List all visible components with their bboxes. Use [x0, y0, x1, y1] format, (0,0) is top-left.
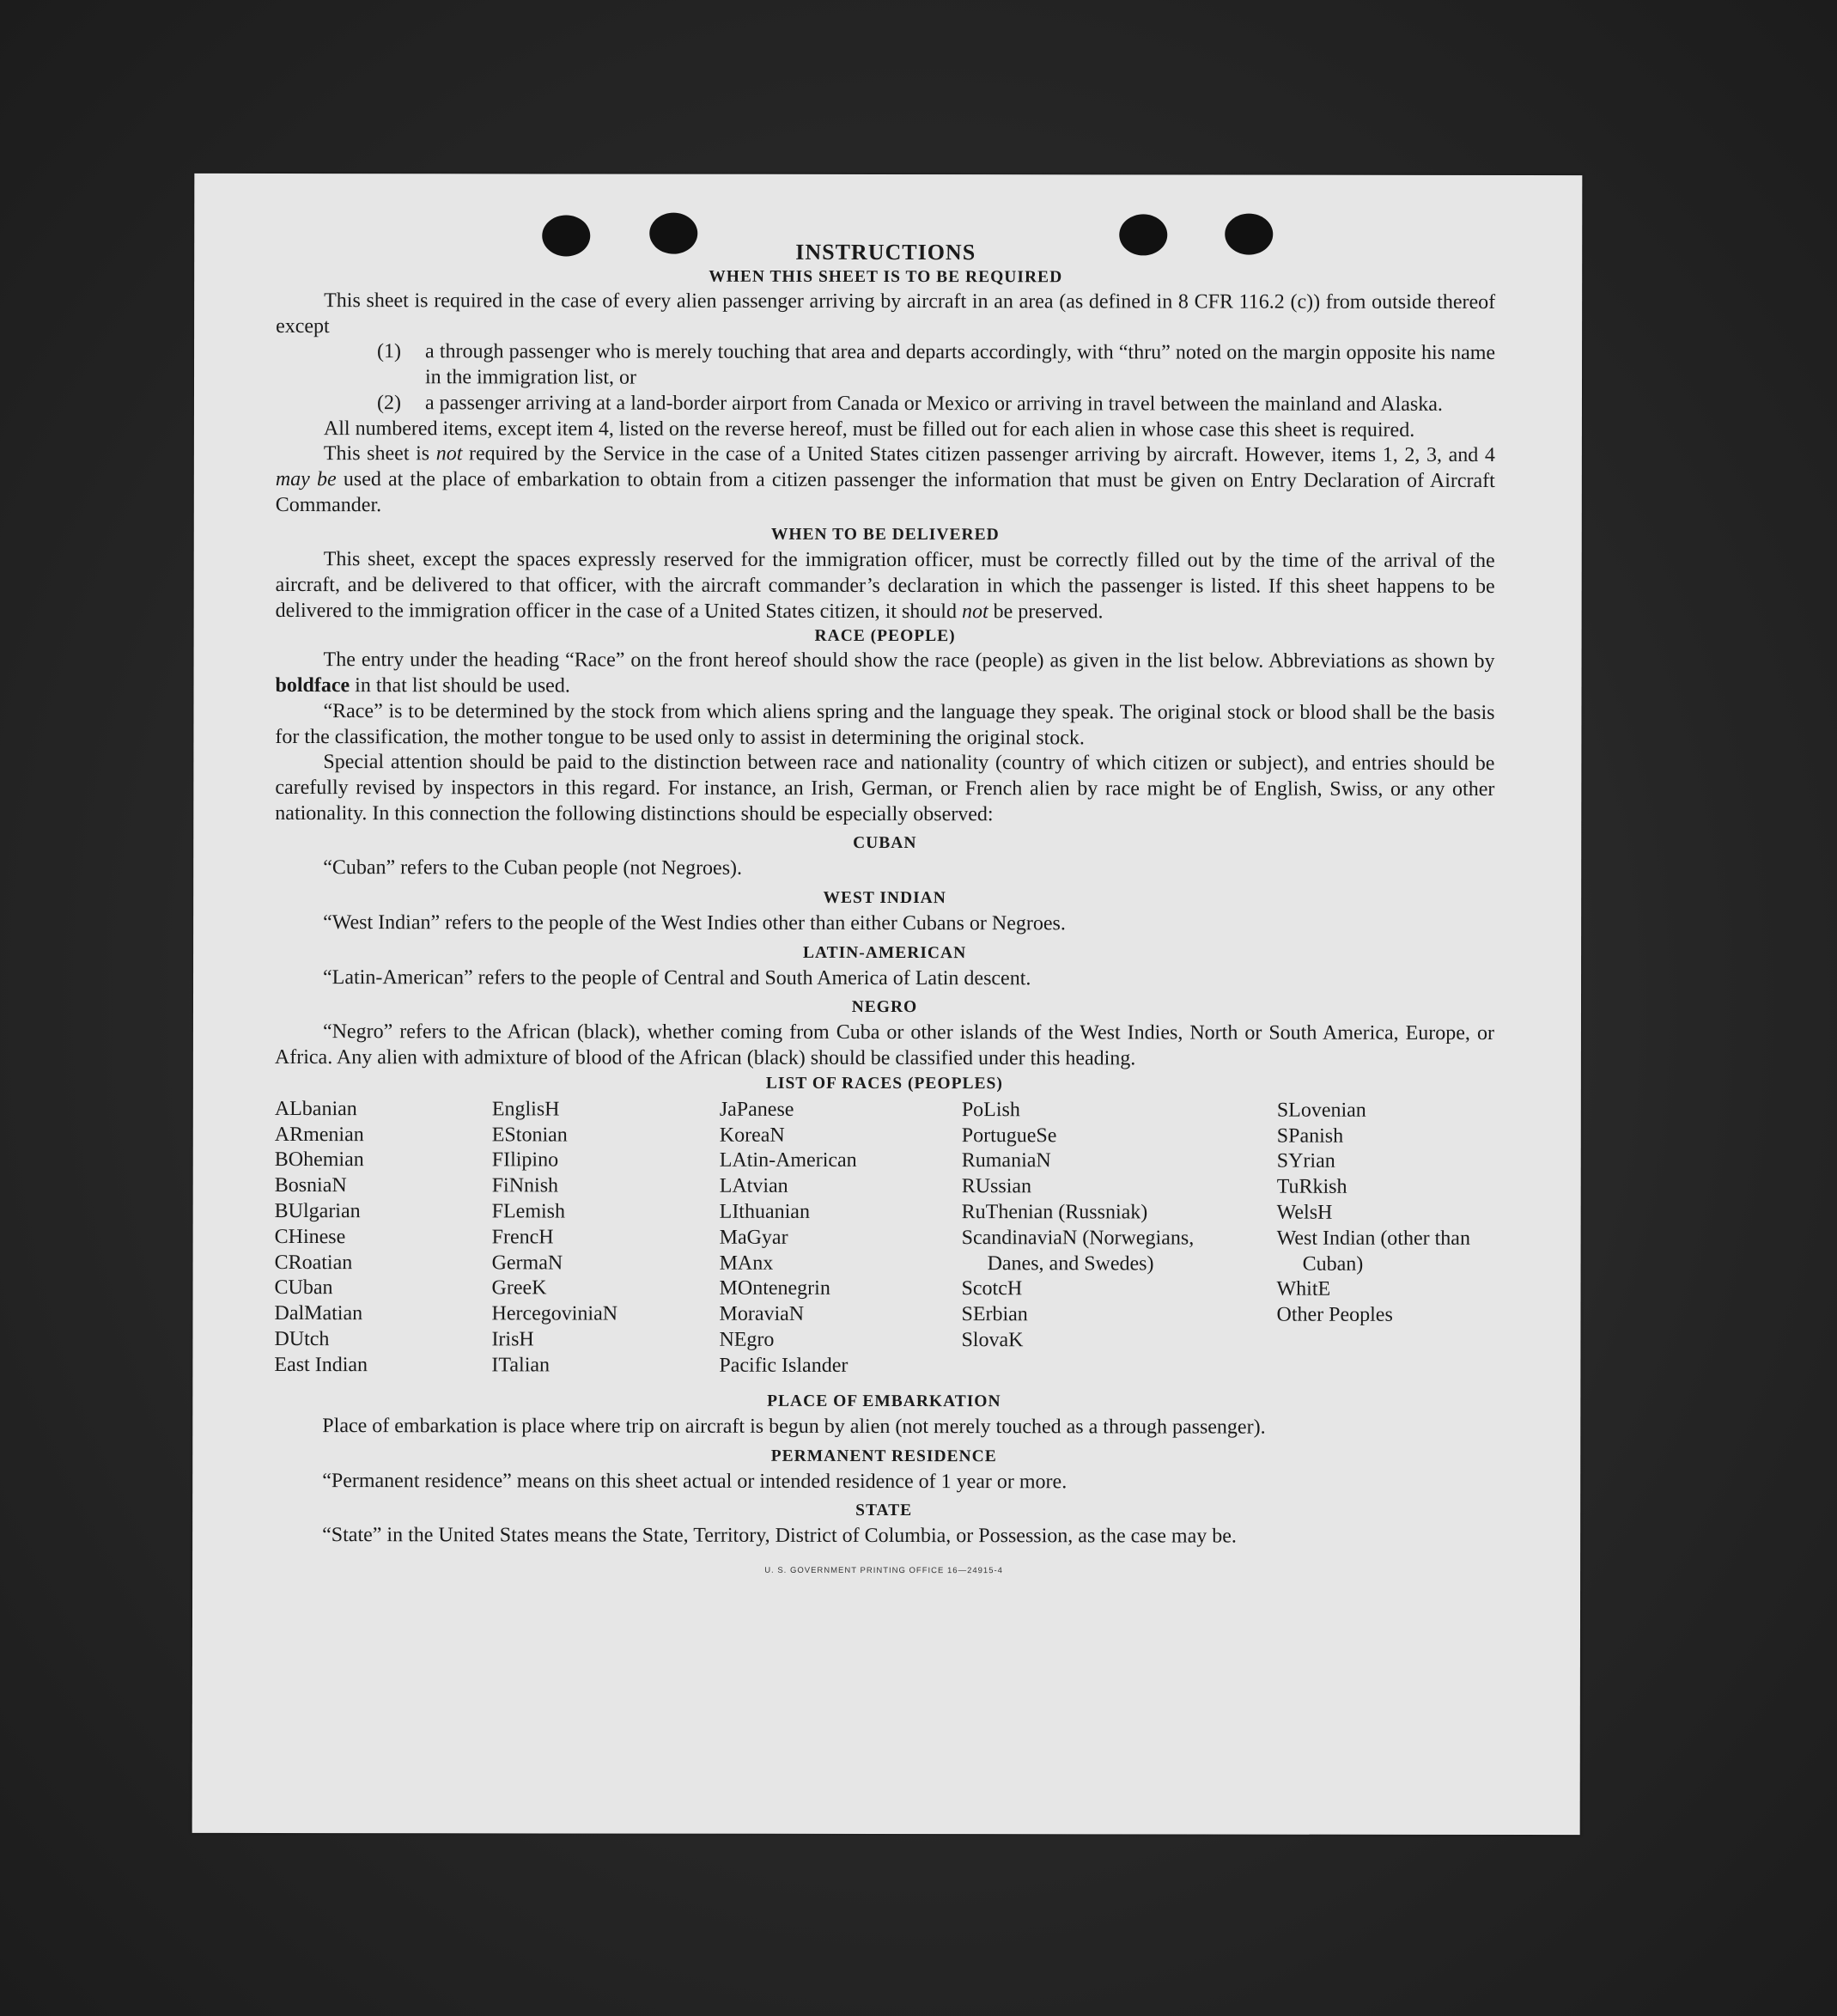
paragraph: “West Indian” refers to the people of the West Indies other than either Cubans or Negroes.	[323, 911, 1066, 935]
list-item: FrencH	[491, 1226, 554, 1249]
paragraph: Place of embarkation is place where trip on aircraft is begun by alien (not merely touched as a through passenger).	[322, 1414, 1266, 1439]
paragraph: This sheet, except the spaces expressly reserved for the immigration officer, must be correctly filled out by the time of the arrival of the aircraft, and be delivered to that officer, with the aircraft commander’s declaration in which the passenger is listed. If this sheet happens to be delivered to the immigration officer in the case of a United States citizen, it should not be preserved.	[275, 548, 1495, 624]
heading-list-of-races: LIST OF RACES (PEOPLES)	[765, 1074, 1003, 1093]
list-item: WelsH	[1276, 1201, 1333, 1224]
list-item: EStonian	[491, 1124, 568, 1147]
list-item: HercegoviniaN	[491, 1302, 618, 1325]
heading-negro: NEGRO	[851, 998, 918, 1017]
list-item: DUtch	[274, 1328, 330, 1351]
paragraph: The entry under the heading “Race” on the front hereof should show the race (people) as given in the list below. Abbreviations as shown by boldface in that list should be used.	[275, 649, 1495, 697]
list-item: MOntenegrin	[719, 1277, 830, 1300]
heading-state: STATE	[855, 1501, 913, 1520]
list-item: RumaniaN	[961, 1149, 1051, 1172]
list-item: GreeK	[491, 1276, 547, 1300]
paragraph: “Permanent residence” means on this sheet actual or intended residence of 1 year or more.	[322, 1469, 1068, 1493]
list-item: FLemish	[491, 1200, 566, 1223]
list-item: NEgro	[719, 1328, 775, 1351]
heading-permanent-residence: PERMANENT RESIDENCE	[770, 1447, 997, 1465]
list-item: GermaN	[491, 1252, 563, 1275]
list-item: BosniaN	[274, 1174, 347, 1197]
list-item: TuRkish	[1276, 1175, 1347, 1199]
list-item: Other Peoples	[1276, 1303, 1393, 1327]
list-item: LAtvian	[719, 1174, 788, 1198]
list-item: LAtin-American	[719, 1149, 857, 1172]
list-item: WhitE	[1276, 1278, 1331, 1301]
list-item: FIlipino	[491, 1148, 559, 1172]
list-item: MAnx	[719, 1252, 774, 1275]
heading-cuban: CUBAN	[853, 834, 917, 853]
heading-latin-american: LATIN-AMERICAN	[802, 943, 967, 962]
list-item: KoreaN	[719, 1124, 785, 1147]
instruction-sheet	[192, 174, 1583, 1835]
heading-when-required: WHEN THIS SHEET IS TO BE REQUIRED	[709, 267, 1063, 287]
races-column-2	[491, 1097, 706, 1379]
list-item: ARmenian	[274, 1123, 364, 1146]
list-item: CRoatian	[274, 1251, 353, 1274]
paragraph: “Race” is to be determined by the stock from which aliens spring and the language they speak. The original stock or blood shall be the basis for the classification, the mother tongue to be used only to assist in determining the original stock.	[275, 699, 1495, 749]
list-item: RUssian	[961, 1175, 1032, 1198]
paragraph: “Cuban” refers to the Cuban people (not Negroes).	[323, 856, 743, 880]
list-item: Pacific Islander	[719, 1354, 849, 1377]
paragraph: “Latin-American” refers to the people of Central and South America of Latin descent.	[323, 965, 1031, 990]
list-item: JaPanese	[719, 1098, 794, 1121]
page-title: INSTRUCTIONS	[795, 239, 976, 265]
list-item: (1) a through passenger who is merely touching that area and departs accordingly, with “thru” noted on the margin opposite his name in the immigration list, or	[377, 340, 1496, 389]
list-item: FiNnish	[491, 1174, 559, 1197]
list-item: PoLish	[961, 1098, 1020, 1122]
list-item: BUlgarian	[274, 1200, 361, 1223]
sheet-content	[274, 239, 1495, 1585]
list-item: MoraviaN	[719, 1302, 805, 1326]
paragraph: All numbered items, except item 4, listed on the reverse hereof, must be filled out for each alien in whose case this sheet is required.	[323, 417, 1415, 442]
list-item: LIthuanian	[719, 1200, 810, 1223]
list-item: CHinese	[274, 1225, 346, 1248]
heading-race: RACE (PEOPLE)	[814, 627, 956, 646]
list-item: ALbanian	[274, 1097, 357, 1121]
paragraph: This sheet is not required by the Service in the case of a United States citizen passenger arriving by aircraft. However, items 1, 2, 3, and 4 may be used at the place of embarkation to obtain from a citizen passenger the information that must be given on Entry Declaration of Aircraft Commander.	[275, 442, 1495, 516]
paragraph: This sheet is required in the case of every alien passenger arriving by aircraft in an area (as defined in 8 CFR 116.2 (c)) from outside thereof except	[276, 289, 1496, 338]
races-list	[274, 1097, 1493, 1386]
list-item: ITalian	[491, 1354, 550, 1377]
heading-place-of-embarkation: PLACE OF EMBARKATION	[767, 1392, 1001, 1411]
list-item: (2) a passenger arriving at a land-border airport from Canada or Mexico or arriving in travel between the mainland and Alaska.	[376, 391, 1443, 416]
list-item: SLovenian	[1276, 1099, 1366, 1122]
list-item: RuThenian (Russniak)	[961, 1201, 1148, 1224]
list-item: SlovaK	[961, 1329, 1024, 1352]
list-item: IrisH	[491, 1328, 534, 1351]
list-item: DalMatian	[274, 1302, 363, 1325]
list-item: West Indian (other than Cuban)	[1276, 1227, 1470, 1276]
races-column-4	[961, 1098, 1219, 1354]
list-item: East Indian	[274, 1353, 368, 1376]
printer-imprint: U. S. GOVERNMENT PRINTING OFFICE 16—24915-4	[764, 1565, 1003, 1576]
list-item: SErbian	[961, 1303, 1028, 1326]
list-item: ScotcH	[961, 1277, 1023, 1300]
heading-west-indian: WEST INDIAN	[823, 888, 946, 908]
paragraph: “Negro” refers to the African (black), whether coming from Cuba or other islands of the West Indies, North or South America, Europe, or Africa. Any alien with admixture of blood of the African (black) should be classified under this heading.	[274, 1020, 1494, 1070]
heading-when-delivered: WHEN TO BE DELIVERED	[770, 526, 1000, 545]
list-item: EnglisH	[491, 1098, 560, 1121]
list-item: MaGyar	[719, 1226, 788, 1249]
paragraph: “State” in the United States means the State, Territory, District of Columbia, or Possession, as the case may be.	[322, 1524, 1237, 1548]
list-item: SPanish	[1276, 1124, 1344, 1148]
list-item: SYrian	[1276, 1150, 1335, 1173]
races-column-1	[274, 1097, 480, 1379]
paragraph: Special attention should be paid to the distinction between race and nationality (country of which citizen or subject), and entries should be carefully revised by inspectors in this regard. For instance, an Irish, German, or French alien by race might be of English, Swiss, or any other nationality. In this connection the following distinctions should be especially observed:	[275, 751, 1495, 825]
list-item: CUban	[274, 1276, 333, 1300]
list-item: PortugueSe	[961, 1124, 1057, 1147]
races-column-5	[1276, 1099, 1499, 1330]
races-column-3	[719, 1098, 942, 1380]
list-item: BOhemian	[274, 1148, 364, 1172]
list-item: ScandinaviaN (Norwegians, Danes, and Swedes)	[961, 1226, 1195, 1276]
